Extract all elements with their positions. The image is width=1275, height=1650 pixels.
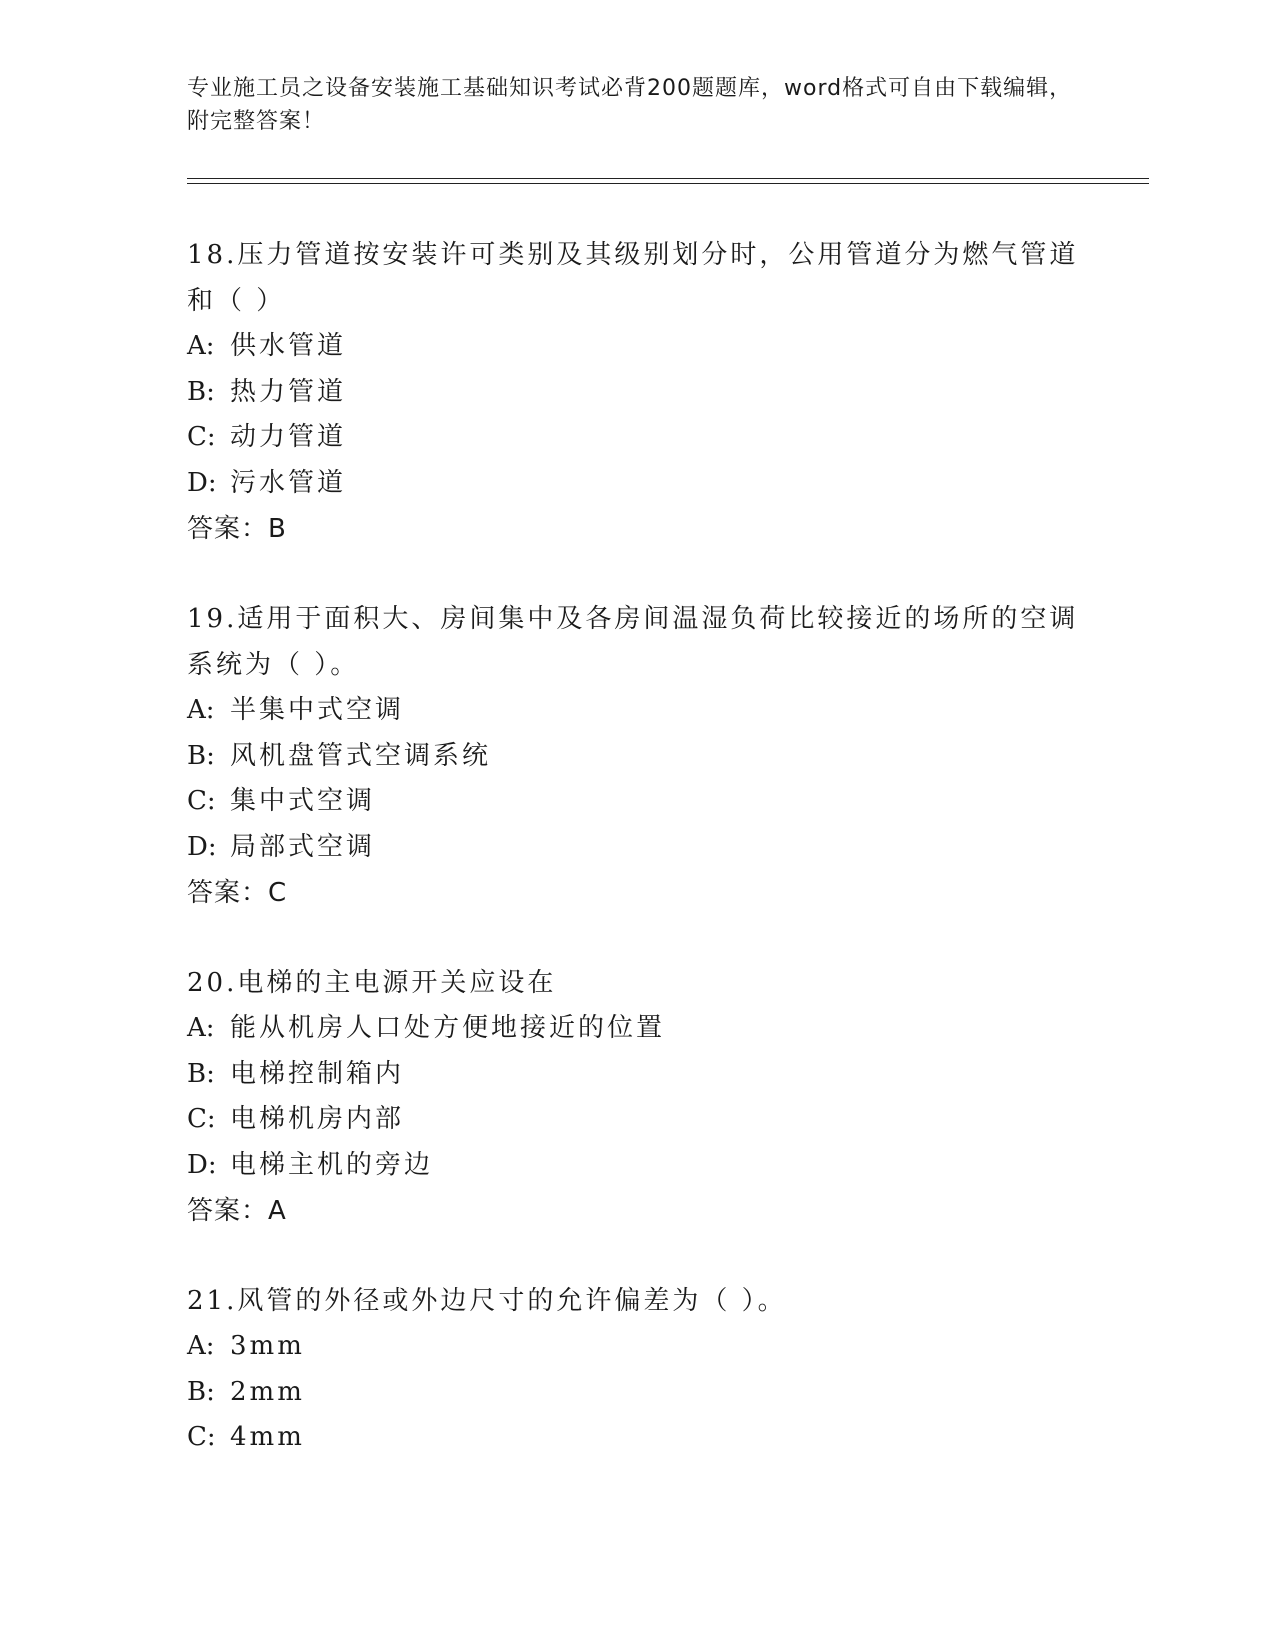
option-letter: B: [187, 376, 215, 407]
option-letter: C: [187, 422, 216, 452]
option-d [187, 461, 1087, 507]
option-text: 集中式空调 [230, 786, 376, 816]
answer-label: 答案：B [187, 514, 287, 544]
option-text: 热力管道 [230, 376, 347, 407]
option-letter: C: [187, 786, 216, 816]
option-b [187, 734, 1087, 780]
option-letter: A: [187, 331, 215, 361]
option-text: 能从机房人口处方便地接近的位置 [230, 1013, 666, 1043]
option-c [187, 1097, 1087, 1143]
option-text: 4mm [230, 1422, 305, 1452]
header-rule-top [187, 178, 1149, 179]
option-letter: B: [187, 1058, 215, 1089]
option-letter: A: [187, 1013, 215, 1043]
option-a [187, 1006, 1087, 1052]
option-text: 3mm [230, 1331, 305, 1361]
option-a [187, 1324, 1087, 1370]
option-b [187, 1052, 1087, 1098]
option-a [187, 324, 1087, 370]
option-d [187, 825, 1087, 871]
question-18 [187, 232, 1087, 552]
question-20 [187, 960, 1087, 1234]
option-letter: D: [187, 1149, 217, 1180]
option-text: 电梯机房内部 [230, 1104, 405, 1134]
option-text: 半集中式空调 [230, 695, 405, 725]
question-21 [187, 1278, 1087, 1461]
option-letter: B: [187, 740, 215, 771]
option-letter: A: [187, 695, 215, 725]
option-text: 风机盘管式空调系统 [230, 740, 492, 771]
option-letter: D: [187, 467, 217, 498]
option-letter: C: [187, 1104, 216, 1134]
option-c [187, 415, 1087, 461]
answer-label: 答案：C [187, 878, 288, 908]
option-c [187, 1415, 1087, 1461]
option-text: 局部式空调 [230, 831, 376, 862]
option-text: 污水管道 [230, 467, 347, 498]
answer-label: 答案：A [187, 1196, 287, 1226]
option-text: 电梯主机的旁边 [230, 1149, 434, 1180]
option-d [187, 1143, 1087, 1189]
option-b [187, 1370, 1087, 1416]
question-stem: 18.压力管道按安装许可类别及其级别划分时，公用管道分为燃气管道和（ ） [187, 240, 1079, 316]
header-rule-bottom [187, 183, 1149, 184]
question-stem: 20.电梯的主电源开关应设在 [187, 968, 557, 998]
option-c [187, 779, 1087, 825]
document-header: 专业施工员之设备安装施工基础知识考试必背200题题库，word格式可自由下载编辑，附完整答案！ [187, 76, 1073, 134]
question-stem: 21.风管的外径或外边尺寸的允许偏差为（ ）。 [187, 1286, 787, 1316]
question-19 [187, 596, 1087, 916]
option-b [187, 370, 1087, 416]
option-letter: A: [187, 1331, 215, 1361]
question-stem: 19.适用于面积大、房间集中及各房间温湿负荷比较接近的场所的空调系统为（ ）。 [187, 604, 1079, 680]
option-letter: B: [187, 1376, 215, 1407]
option-text: 2mm [230, 1376, 305, 1407]
option-text: 电梯控制箱内 [230, 1058, 405, 1089]
option-a [187, 688, 1087, 734]
option-letter: D: [187, 831, 217, 862]
option-text: 动力管道 [230, 422, 347, 452]
option-letter: C: [187, 1422, 216, 1452]
option-text: 供水管道 [230, 331, 347, 361]
